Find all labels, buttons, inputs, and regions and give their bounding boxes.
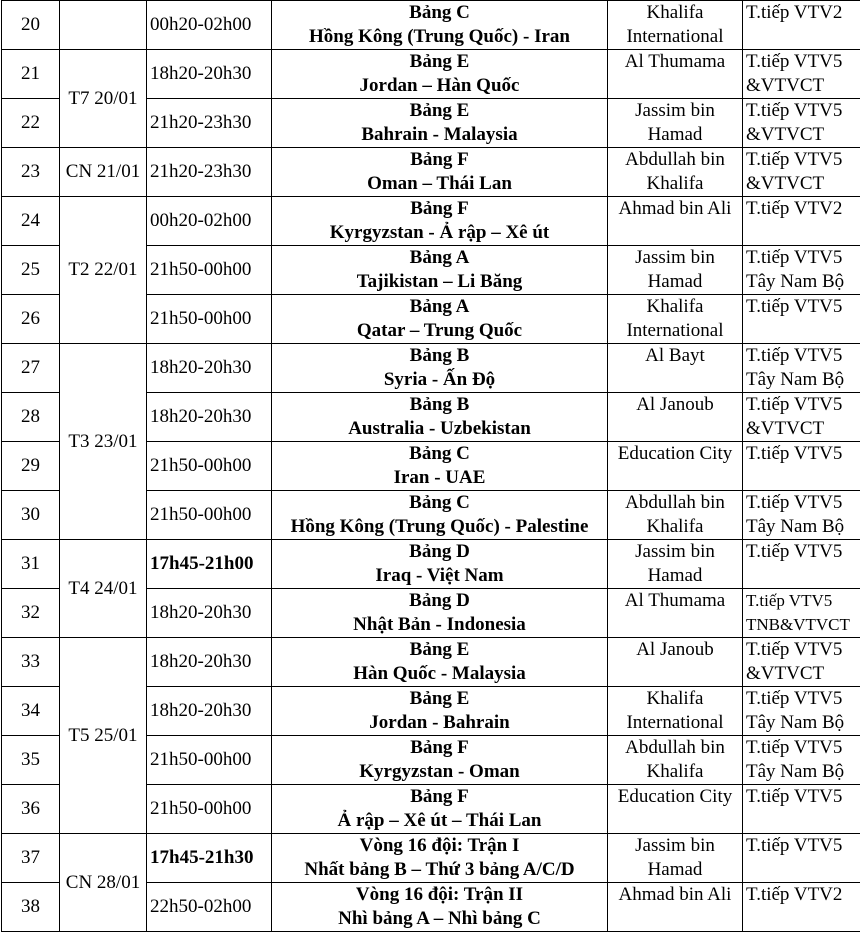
- table-row: [2, 540, 860, 589]
- match-teams: Iran - UAE: [393, 467, 486, 488]
- broadcast-line-2: [746, 907, 860, 931]
- match-group: Bảng E: [409, 688, 470, 709]
- broadcast-line-1: T.tiếp VTV5: [746, 345, 843, 366]
- table-row: [2, 50, 860, 99]
- venue-line-1: Jassim bin: [635, 835, 715, 856]
- match-time: 18h20-20h30: [147, 393, 272, 442]
- match-cell: [272, 295, 608, 344]
- match-number: 29: [2, 442, 60, 491]
- venue-line-2: International: [626, 26, 724, 47]
- broadcast-cell: [743, 50, 860, 99]
- match-time: 21h50-00h00: [147, 491, 272, 540]
- match-date: [60, 1, 147, 50]
- match-number: 36: [2, 785, 60, 834]
- match-teams: Hàn Quốc - Malaysia: [353, 663, 526, 684]
- venue-line-2: [609, 613, 741, 637]
- match-cell: [272, 638, 608, 687]
- match-time: 00h20-02h00: [147, 197, 272, 246]
- match-time: 18h20-20h30: [147, 589, 272, 638]
- match-time: 21h50-00h00: [147, 785, 272, 834]
- venue-cell: [608, 442, 743, 491]
- broadcast-cell: [743, 295, 860, 344]
- venue-line-2: [609, 417, 741, 441]
- venue-cell: [608, 638, 743, 687]
- table-row: [2, 638, 860, 687]
- match-teams: Nhì bảng A – Nhì bảng C: [338, 908, 541, 929]
- venue-line-1: Jassim bin: [635, 247, 715, 268]
- venue-cell: [608, 883, 743, 932]
- broadcast-cell: [743, 1, 860, 50]
- broadcast-line-1: T.tiếp VTV5: [746, 492, 843, 513]
- venue-cell: [608, 491, 743, 540]
- broadcast-line-1: T.tiếp VTV5: [746, 737, 843, 758]
- match-cell: [272, 589, 608, 638]
- venue-line-2: Khalifa: [646, 173, 704, 194]
- match-group: Bảng B: [409, 394, 470, 415]
- broadcast-line-2: &VTVCT: [746, 663, 825, 684]
- match-group: Vòng 16 đội: Trận I: [359, 835, 520, 856]
- broadcast-line-1: T.tiếp VTV2: [746, 2, 843, 23]
- match-cell: [272, 393, 608, 442]
- venue-line-2: [609, 74, 741, 98]
- match-time: 18h20-20h30: [147, 344, 272, 393]
- match-teams: Qatar – Trung Quốc: [356, 320, 523, 341]
- broadcast-cell: [743, 687, 860, 736]
- broadcast-line-1: T.tiếp VTV5: [746, 394, 843, 415]
- venue-line-1: Education City: [617, 443, 733, 464]
- match-number: 31: [2, 540, 60, 589]
- match-number: 27: [2, 344, 60, 393]
- match-cell: [272, 148, 608, 197]
- broadcast-line-2: [746, 25, 860, 49]
- broadcast-cell: [743, 540, 860, 589]
- match-number: 30: [2, 491, 60, 540]
- broadcast-line-2: [746, 858, 860, 882]
- broadcast-line-2: Tây Nam Bộ: [746, 761, 845, 782]
- match-cell: [272, 442, 608, 491]
- match-cell: [272, 197, 608, 246]
- broadcast-line-2: Tây Nam Bộ: [746, 516, 845, 537]
- venue-cell: [608, 50, 743, 99]
- match-teams: Hồng Kông (Trung Quốc) - Iran: [309, 26, 570, 47]
- match-group: Vòng 16 đội: Trận II: [355, 884, 524, 905]
- match-group: Bảng B: [409, 345, 470, 366]
- match-date: T3 23/01: [60, 344, 147, 540]
- broadcast-line-1: T.tiếp VTV5: [746, 296, 843, 317]
- broadcast-line-2: &VTVCT: [746, 124, 825, 145]
- match-group: Bảng D: [409, 541, 470, 562]
- broadcast-line-1: T.tiếp VTV5: [746, 541, 843, 562]
- venue-line-2: International: [626, 320, 724, 341]
- venue-cell: [608, 295, 743, 344]
- venue-cell: [608, 589, 743, 638]
- broadcast-line-1: T.tiếp VTV5: [746, 247, 843, 268]
- match-teams: Jordan - Bahrain: [369, 712, 510, 733]
- venue-line-2: International: [626, 712, 724, 733]
- match-cell: [272, 540, 608, 589]
- venue-line-2: Khalifa: [646, 516, 704, 537]
- venue-cell: [608, 148, 743, 197]
- match-teams: Oman – Thái Lan: [367, 173, 512, 194]
- match-time: 17h45-21h30: [147, 834, 272, 883]
- venue-line-1: Al Janoub: [636, 639, 714, 660]
- match-date: T2 22/01: [60, 197, 147, 344]
- venue-line-1: Al Thumama: [624, 51, 726, 72]
- match-number: 24: [2, 197, 60, 246]
- match-group: Bảng E: [409, 51, 470, 72]
- match-number: 22: [2, 99, 60, 148]
- broadcast-line-1: T.tiếp VTV5: [746, 688, 843, 709]
- venue-cell: [608, 197, 743, 246]
- match-time: 18h20-20h30: [147, 638, 272, 687]
- match-teams: Kyrgyzstan - Ả rập – Xê út: [329, 222, 550, 243]
- match-time: 21h20-23h30: [147, 99, 272, 148]
- venue-cell: [608, 687, 743, 736]
- match-time: 21h50-00h00: [147, 295, 272, 344]
- match-teams: Tajikistan – Li Băng: [356, 271, 523, 292]
- match-time: 21h50-00h00: [147, 246, 272, 295]
- match-teams: Hồng Kông (Trung Quốc) - Palestine: [290, 516, 589, 537]
- venue-line-1: Ahmad bin Ali: [618, 884, 732, 905]
- broadcast-cell: [743, 246, 860, 295]
- match-group: Bảng F: [410, 786, 469, 807]
- broadcast-cell: [743, 442, 860, 491]
- broadcast-cell: [743, 638, 860, 687]
- match-group: Bảng C: [409, 443, 470, 464]
- match-teams: Bahrain - Malaysia: [361, 124, 518, 145]
- venue-cell: [608, 736, 743, 785]
- match-number: 25: [2, 246, 60, 295]
- venue-cell: [608, 99, 743, 148]
- venue-line-1: Jassim bin: [635, 100, 715, 121]
- match-cell: [272, 1, 608, 50]
- match-number: 34: [2, 687, 60, 736]
- match-cell: [272, 491, 608, 540]
- match-date: T4 24/01: [60, 540, 147, 638]
- match-cell: [272, 883, 608, 932]
- venue-line-2: Khalifa: [646, 761, 704, 782]
- match-teams: Syria - Ấn Độ: [383, 369, 496, 390]
- match-time: 21h50-00h00: [147, 442, 272, 491]
- match-time: 18h20-20h30: [147, 687, 272, 736]
- broadcast-cell: [743, 197, 860, 246]
- broadcast-line-1: T.tiếp VTV2: [746, 884, 843, 905]
- match-cell: [272, 246, 608, 295]
- broadcast-line-1: T.tiếp VTV5: [746, 639, 843, 660]
- venue-line-2: Hamad: [647, 271, 703, 292]
- match-date: CN 28/01: [60, 834, 147, 932]
- broadcast-line-2: &VTVCT: [746, 418, 825, 439]
- broadcast-line-2: TNB&VTVCT: [746, 615, 850, 634]
- venue-line-1: Abdullah bin: [625, 737, 725, 758]
- venue-line-2: [609, 809, 741, 833]
- broadcast-cell: [743, 589, 860, 638]
- match-number: 26: [2, 295, 60, 344]
- venue-line-1: Education City: [617, 786, 733, 807]
- broadcast-cell: [743, 834, 860, 883]
- table-row: [2, 148, 860, 197]
- venue-line-2: [609, 466, 741, 490]
- broadcast-cell: [743, 148, 860, 197]
- broadcast-line-1: T.tiếp VTV5: [746, 835, 843, 856]
- broadcast-line-2: Tây Nam Bộ: [746, 712, 845, 733]
- match-number: 23: [2, 148, 60, 197]
- venue-cell: [608, 785, 743, 834]
- match-teams: Nhật Bản - Indonesia: [353, 614, 526, 635]
- venue-line-2: [609, 368, 741, 392]
- match-time: 17h45-21h00: [147, 540, 272, 589]
- match-teams: Australia - Uzbekistan: [348, 418, 531, 439]
- match-cell: [272, 785, 608, 834]
- venue-line-2: Hamad: [647, 859, 703, 880]
- match-cell: [272, 834, 608, 883]
- match-number: 28: [2, 393, 60, 442]
- match-group: Bảng D: [409, 590, 470, 611]
- match-group: Bảng C: [409, 492, 470, 513]
- match-date: T7 20/01: [60, 50, 147, 148]
- match-group: Bảng F: [410, 149, 469, 170]
- match-number: 33: [2, 638, 60, 687]
- venue-cell: [608, 246, 743, 295]
- broadcast-line-2: &VTVCT: [746, 75, 825, 96]
- match-teams: Nhất bảng B – Thứ 3 bảng A/C/D: [304, 859, 575, 880]
- match-teams: Ả rập – Xê út – Thái Lan: [337, 810, 542, 831]
- broadcast-line-2: [746, 319, 860, 343]
- match-group: Bảng F: [410, 198, 469, 219]
- match-teams: Jordan – Hàn Quốc: [359, 75, 520, 96]
- broadcast-line-2: Tây Nam Bộ: [746, 271, 845, 292]
- match-number: 35: [2, 736, 60, 785]
- match-time: 21h20-23h30: [147, 148, 272, 197]
- match-teams: Iraq - Việt Nam: [375, 565, 504, 586]
- match-group: Bảng A: [409, 247, 470, 268]
- match-group: Bảng E: [409, 639, 470, 660]
- broadcast-line-2: &VTVCT: [746, 173, 825, 194]
- venue-line-1: Khalifa: [646, 296, 704, 317]
- match-cell: [272, 99, 608, 148]
- match-time: 00h20-02h00: [147, 1, 272, 50]
- venue-line-1: Al Bayt: [645, 345, 705, 366]
- match-teams: Kyrgyzstan - Oman: [359, 761, 520, 782]
- venue-line-1: Abdullah bin: [625, 492, 725, 513]
- match-cell: [272, 50, 608, 99]
- broadcast-line-2: [746, 809, 860, 833]
- broadcast-cell: [743, 491, 860, 540]
- schedule-table: [1, 0, 860, 932]
- broadcast-line-1: T.tiếp VTV2: [746, 198, 843, 219]
- match-group: Bảng C: [409, 2, 470, 23]
- broadcast-line-2: Tây Nam Bộ: [746, 369, 845, 390]
- broadcast-cell: [743, 99, 860, 148]
- match-time: 18h20-20h30: [147, 50, 272, 99]
- match-date: T5 25/01: [60, 638, 147, 834]
- broadcast-cell: [743, 393, 860, 442]
- match-number: 21: [2, 50, 60, 99]
- venue-line-2: [609, 907, 741, 931]
- match-number: 38: [2, 883, 60, 932]
- venue-cell: [608, 393, 743, 442]
- venue-line-2: Hamad: [647, 124, 703, 145]
- venue-line-1: Khalifa: [646, 688, 704, 709]
- broadcast-line-1: T.tiếp VTV5: [746, 786, 843, 807]
- match-cell: [272, 687, 608, 736]
- match-number: 32: [2, 589, 60, 638]
- table-row: [2, 344, 860, 393]
- table-row: [2, 1, 860, 50]
- venue-line-1: Ahmad bin Ali: [618, 198, 732, 219]
- venue-line-2: Hamad: [647, 565, 703, 586]
- match-number: 20: [2, 1, 60, 50]
- venue-line-1: Al Janoub: [636, 394, 714, 415]
- match-cell: [272, 736, 608, 785]
- broadcast-line-2: [746, 564, 860, 588]
- venue-cell: [608, 1, 743, 50]
- venue-line-1: Al Thumama: [624, 590, 726, 611]
- broadcast-cell: [743, 344, 860, 393]
- venue-line-1: Khalifa: [646, 2, 704, 23]
- broadcast-line-1: T.tiếp VTV5: [746, 443, 843, 464]
- broadcast-line-2: [746, 466, 860, 490]
- venue-line-1: Jassim bin: [635, 541, 715, 562]
- match-date: CN 21/01: [60, 148, 147, 197]
- match-number: 37: [2, 834, 60, 883]
- broadcast-line-1: T.tiếp VTV5: [746, 149, 843, 170]
- table-row: [2, 834, 860, 883]
- broadcast-cell: [743, 736, 860, 785]
- match-group: Bảng A: [409, 296, 470, 317]
- venue-cell: [608, 344, 743, 393]
- broadcast-cell: [743, 785, 860, 834]
- broadcast-line-2: [746, 221, 860, 245]
- broadcast-cell: [743, 883, 860, 932]
- match-time: 22h50-02h00: [147, 883, 272, 932]
- match-group: Bảng F: [410, 737, 469, 758]
- match-group: Bảng E: [409, 100, 470, 121]
- venue-line-1: Abdullah bin: [625, 149, 725, 170]
- broadcast-line-1: T.tiếp VTV5: [746, 100, 843, 121]
- match-time: 21h50-00h00: [147, 736, 272, 785]
- venue-line-2: [609, 221, 741, 245]
- table-row: [2, 197, 860, 246]
- broadcast-line-1: T.tiếp VTV5: [746, 51, 843, 72]
- broadcast-line-1: T.tiếp VTV5: [746, 591, 833, 610]
- venue-cell: [608, 540, 743, 589]
- venue-line-2: [609, 662, 741, 686]
- venue-cell: [608, 834, 743, 883]
- match-cell: [272, 344, 608, 393]
